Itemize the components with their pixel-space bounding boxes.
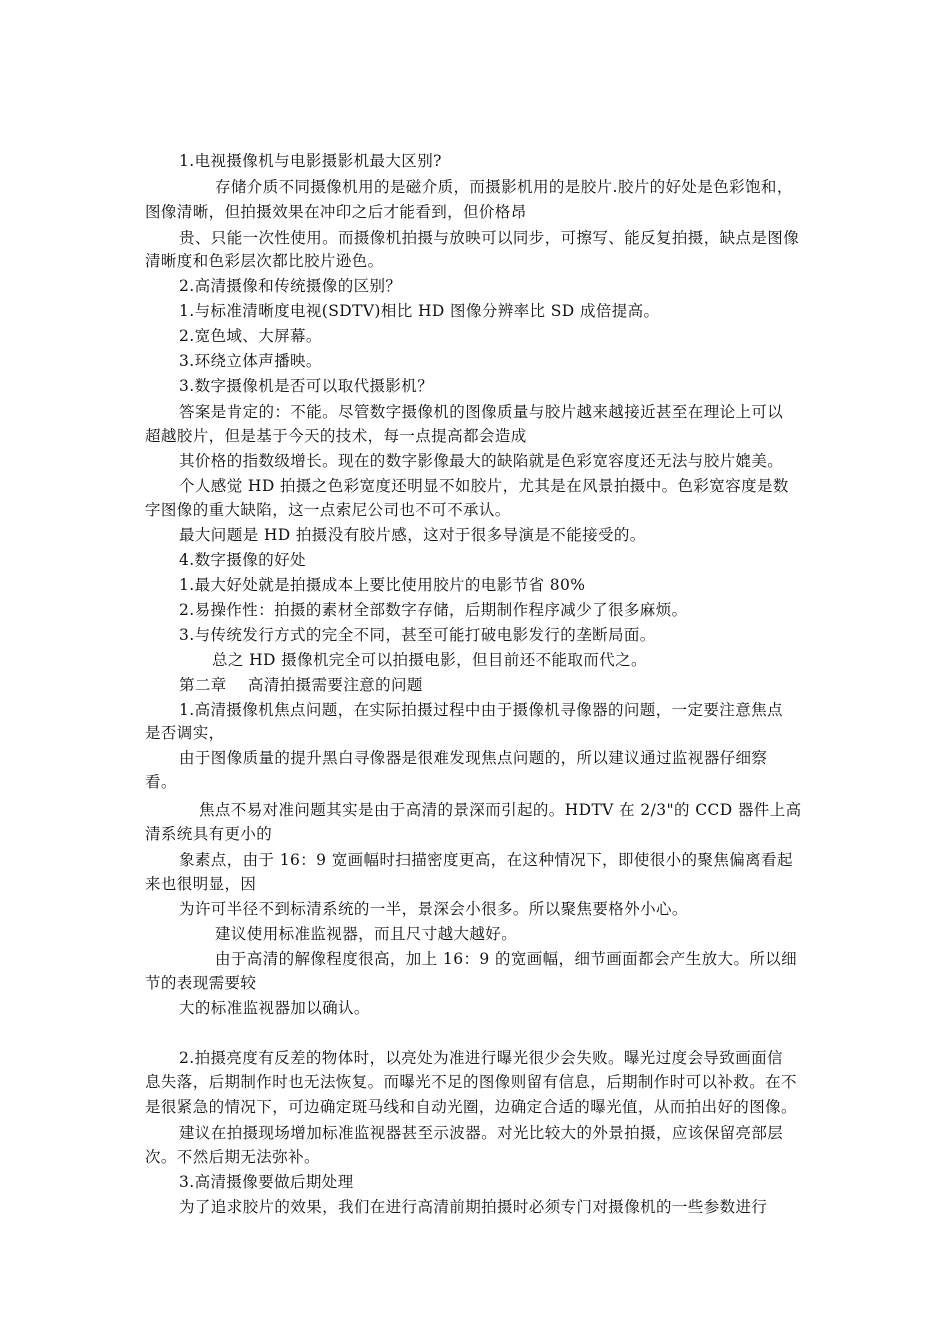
list-item: 2.易操作性：拍摄的素材全部数字存储，后期制作程序减少了很多麻烦。 xyxy=(179,601,688,619)
paragraph-line: 个人感觉 HD 拍摄之色彩宽度还明显不如胶片，尤其是在风景拍摄中。色彩宽容度是数 xyxy=(179,477,789,495)
paragraph-line: 清晰度和色彩层次都比胶片逊色。 xyxy=(145,252,384,270)
heading-q4: 4.数字摄像的好处 xyxy=(179,551,306,569)
paragraph-line: 次。不然后期无法弥补。 xyxy=(145,1148,320,1166)
paragraph-line: 字图像的重大缺陷，这一点索尼公司也不可不承认。 xyxy=(145,501,511,519)
paragraph-line: 看。 xyxy=(145,773,177,791)
paragraph-line: 2.拍摄亮度有反差的物体时，以亮处为准进行曝光很少会失败。曝光过度会导致画面信 xyxy=(179,1049,783,1067)
paragraph-line: 息失落，后期制作时也无法恢复。而曝光不足的图像则留有信息，后期制作时可以补救。在不 xyxy=(145,1073,797,1091)
paragraph-line: 节的表现需要较 xyxy=(145,974,257,992)
chapter-heading: 第二章 高清拍摄需要注意的问题 xyxy=(179,676,423,694)
list-item: 3.环绕立体声播映。 xyxy=(179,352,322,370)
heading-q3: 3.数字摄像机是否可以取代摄影机？ xyxy=(179,377,434,395)
paragraph-line: 其价格的指数级增长。现在的数字影像最大的缺陷就是色彩宽容度还无法与胶片媲美。 xyxy=(179,452,784,470)
paragraph-line: 焦点不易对准问题其实是由于高清的景深而引起的。HDTV 在 2/3"的 CCD 器件上高 xyxy=(199,801,802,819)
paragraph-line: 来也很明显，因 xyxy=(145,875,257,893)
section-heading: 3.高清摄像要做后期处理 xyxy=(179,1173,354,1191)
paragraph-line: 总之 HD 摄像机完全可以拍摄电影，但目前还不能取而代之。 xyxy=(212,651,647,669)
paragraph-line: 建议使用标准监视器，而且尺寸越大越好。 xyxy=(215,925,518,943)
paragraph-line: 由于图像质量的提升黑白寻像器是很难发现焦点问题的，所以建议通过监视器仔细察 xyxy=(179,749,768,767)
heading-q1: 1.电视摄像机与电影摄影机最大区别? xyxy=(179,152,442,170)
paragraph-line: 是很紧急的情况下，可边确定斑马线和自动光圈，边确定合适的曝光值，从而拍出好的图像。 xyxy=(145,1098,797,1116)
paragraph-line: 贵、只能一次性使用。而摄像机拍摄与放映可以同步，可擦写、能反复拍摄，缺点是图像 xyxy=(179,229,800,247)
paragraph-line: 清系统具有更小的 xyxy=(145,825,273,843)
paragraph-line: 由于高清的解像程度很高，加上 16：9 的宽画幅，细节画面都会产生放大。所以细 xyxy=(215,950,798,968)
list-item: 1.最大好处就是拍摄成本上要比使用胶片的电影节省 80% xyxy=(179,576,586,594)
paragraph-line: 大的标准监视器加以确认。 xyxy=(179,999,370,1017)
list-item: 1.与标准清晰度电视(SDTV)相比 HD 图像分辨率比 SD 成倍提高。 xyxy=(179,302,660,320)
paragraph-line: 为了追求胶片的效果，我们在进行高清前期拍摄时必须专门对摄像机的一些参数进行 xyxy=(179,1198,768,1216)
paragraph-line: 是否调实， xyxy=(145,724,225,742)
paragraph-line: 为许可半径不到标清系统的一半，景深会小很多。所以聚焦要格外小心。 xyxy=(179,900,688,918)
paragraph-line: 象素点，由于 16：9 宽画幅时扫描密度更高，在这种情况下，即使很小的聚焦偏离看起 xyxy=(179,851,793,869)
paragraph-line: 1.高清摄像机焦点问题，在实际拍摄过程中由于摄像机寻像器的问题，一定要注意焦点 xyxy=(179,701,783,719)
paragraph-line: 超越胶片，但是基于今天的技术，每一点提高都会造成 xyxy=(145,427,527,445)
paragraph-line: 图像清晰，但拍摄效果在冲印之后才能看到，但价格昂 xyxy=(145,203,527,221)
paragraph-line: 答案是肯定的：不能。尽管数字摄像机的图像质量与胶片越来越接近甚至在理论上可以 xyxy=(179,403,784,421)
list-item: 3.与传统发行方式的完全不同，甚至可能打破电影发行的垄断局面。 xyxy=(179,626,656,644)
paragraph-line: 存储介质不同摄像机用的是磁介质，而摄影机用的是胶片.胶片的好处是色彩饱和， xyxy=(215,178,793,196)
heading-q2: 2.高清摄像和传统摄像的区别？ xyxy=(179,277,402,295)
list-item: 2.宽色域、大屏幕。 xyxy=(179,327,322,345)
paragraph-line: 最大问题是 HD 拍摄没有胶片感，这对于很多导演是不能接受的。 xyxy=(179,526,646,544)
paragraph-line: 建议在拍摄现场增加标准监视器甚至示波器。对光比较大的外景拍摄，应该保留亮部层 xyxy=(179,1124,784,1142)
